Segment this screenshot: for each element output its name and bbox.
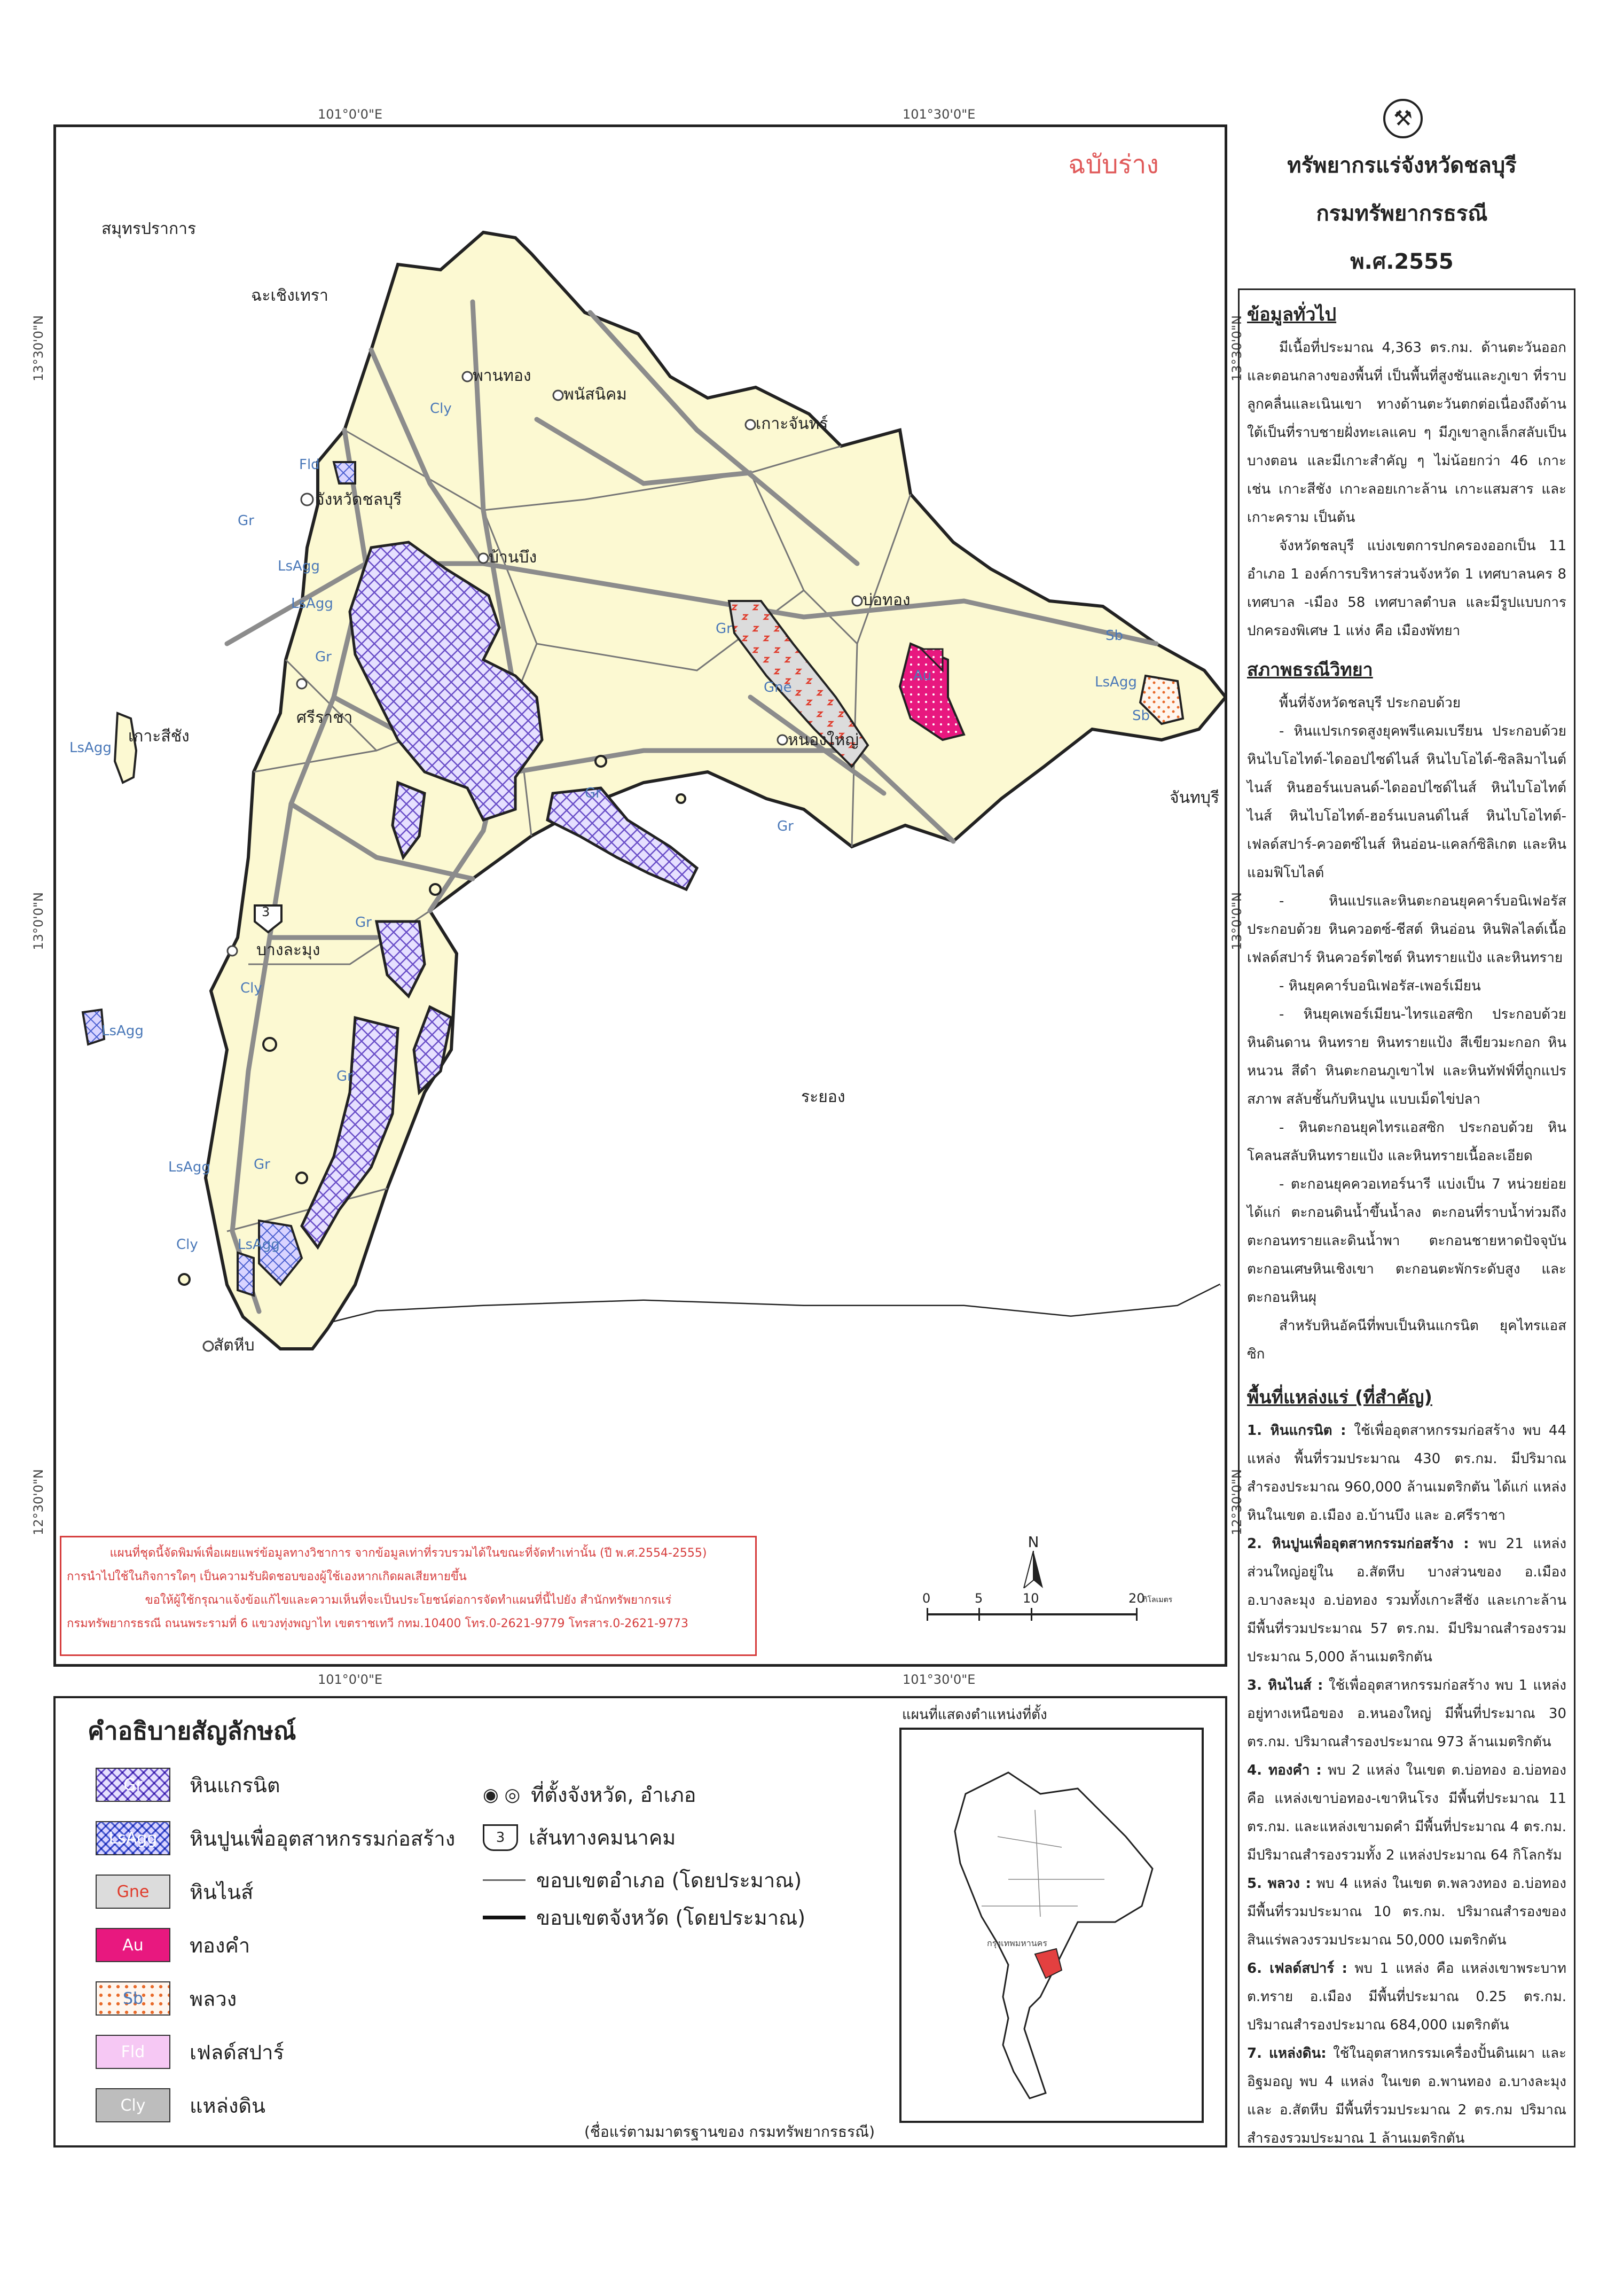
symbol-label: เส้นทางคมนาคม — [529, 1826, 676, 1849]
coord-top-2: 101°30'0"E — [903, 107, 976, 122]
legend-footnote: (ชื่อแร่ตามมาตรฐานของ กรมทรัพยากรธรณี) — [584, 2123, 875, 2141]
scale-tick: 0 — [922, 1591, 931, 1606]
panel-title-1: ทรัพยากรแร่จังหวัดชลบุรี — [1287, 153, 1517, 178]
legend-item — [96, 2088, 265, 2122]
symbol-row — [483, 1901, 805, 1934]
place-sattahip: สัตหีบ — [214, 1336, 255, 1355]
mineral-item-text: พบ 21 แหล่ง ส่วนใหญ่อยู่ใน อ.สัตหีบ บางส่วนของ อ.เมือง อ.บางละมุง อ.บ่อทอง รวมทั้งเกาะสีชัง และเกาะล้าน มีพื้นที่รวมประมาณ 57 ตร.กม. มีปริมาณสำรองรวมประมาณ 5,000 ล้านเมตริกตัน — [1247, 1536, 1567, 1665]
coord-left-1: 13°30'0"N — [31, 315, 46, 381]
rock-label: LsAgg — [101, 1023, 144, 1039]
mineral-item-head: 5. พลวง : — [1247, 1876, 1311, 1892]
mineral-item — [1247, 1672, 1566, 1756]
rock-label: LsAgg — [291, 596, 333, 612]
legend-label: เฟลด์สปาร์ — [190, 2040, 284, 2064]
bkk-label: กรุงเทพมหานคร — [987, 1938, 1047, 1948]
north-arrow — [1017, 1533, 1049, 1592]
swatch-limestone: LsAgg — [96, 1821, 170, 1855]
disclaimer-box — [60, 1536, 757, 1656]
rock-label: LsAgg — [69, 740, 112, 756]
coord-bottom-2: 101°30'0"E — [903, 1672, 976, 1687]
rock-label: Au — [913, 668, 932, 684]
rock-label: Gr — [716, 621, 732, 637]
place-phan-thong: พานทอง — [473, 366, 531, 385]
place-ko-chan: เกาะจันทร์ — [756, 415, 828, 433]
legend-title: คำอธิบายสัญลักษณ์ — [88, 1716, 296, 1745]
place-bo-thong: บ่อทอง — [863, 591, 911, 610]
scale-unit: กิโลเมตร — [1143, 1596, 1173, 1604]
mineral-item-text: พบ 2 แหล่ง ในเขต ต.บ่อทอง อ.บ่อทอง คือ แหล่งเขาบ่อทอง-เขาหินโรง มีพื้นที่ประมาณ 11 ตร.กม. และแหล่งเขามดคำ มีพื้นที่ประมาณ 4 ตร.กม. มีปริมาณสำรองรวมทั้ง 2 แหล่งประมาณ 64 กิโลกรัม — [1247, 1762, 1566, 1863]
symbol-row — [483, 1821, 676, 1854]
district-line-icon — [483, 1879, 526, 1881]
rock-label: Cly — [430, 401, 452, 417]
legend-item — [96, 1928, 250, 1962]
panel-title-2: กรมทรัพยากรธรณี — [1316, 201, 1488, 226]
mineral-item-head: 4. ทองคำ : — [1247, 1762, 1322, 1778]
mineral-item — [1247, 2040, 1566, 2153]
symbol-label: ที่ตั้งจังหวัด, อำเภอ — [531, 1783, 696, 1807]
legend-item — [96, 2035, 284, 2069]
province-line-icon — [483, 1916, 526, 1919]
general-head: ข้อมูลทั่วไป — [1247, 304, 1337, 325]
mineral-item — [1247, 1955, 1566, 2040]
mineral-item-head: 6. เฟลด์สปาร์ : — [1247, 1961, 1347, 1977]
legend-item — [96, 1821, 455, 1855]
place-chonburi: จังหวัดชลบุรี — [315, 490, 402, 509]
rock-label: Fld — [299, 457, 320, 473]
rock-label: Gr — [336, 1068, 353, 1084]
neighbor-chachoengsao: ฉะเชิงเทรา — [251, 286, 328, 305]
place-bang-lamung: บางละมุง — [256, 941, 320, 959]
mineral-item — [1247, 1530, 1566, 1672]
geology-para: - ตะกอนยุคควอเทอร์นารี แบ่งเป็น 7 หน่วยย่อย ได้แก่ ตะกอนดินน้ำขึ้นน้ำลง ตะกอนที่ราบน้ำท่วมถึง ตะกอนทรายและดินน้ำพา ตะกอนชายหาดปัจจุบัน ตะกอนเศษหินเชิงเขา ตะกอนตะพักระดับสูง และตะกอนหินผุ — [1247, 1176, 1566, 1306]
mineral-item — [1247, 1417, 1566, 1530]
scale-tick: 10 — [1023, 1591, 1039, 1606]
draft-stamp: ฉบับร่าง — [1068, 150, 1159, 179]
road-shield-number: 3 — [496, 1829, 505, 1846]
symbol-row — [483, 1778, 696, 1811]
rock-label: Sb — [1132, 708, 1150, 724]
mineral-item — [1247, 1756, 1566, 1870]
mineral-item-text: ใช้เพื่ออุตสาหกรรมก่อสร้าง พบ 1 แหล่ง อยู่ทางเหนือของ อ.หนองใหญ่ มีพื้นที่ประมาณ 30 ตร.กม. ปริมาณสำรองประมาณ 973 ล้านเมตริกตัน — [1247, 1677, 1567, 1750]
swatch-granite: Gr — [96, 1768, 170, 1802]
coord-bottom-1: 101°0'0"E — [318, 1672, 383, 1687]
coord-left-3: 12°30'0"N — [31, 1469, 46, 1535]
panel-title-3: พ.ศ.2555 — [1350, 249, 1454, 274]
mineral-item-text: พบ 4 แหล่ง ในเขต ต.พลวงทอง อ.บ่อทอง มีพื้นที่รวมประมาณ 10 ตร.กม. ปริมาณสำรองของสินแร่พลวงรวมประมาณ 50,000 เมตริกตัน — [1247, 1876, 1567, 1948]
geology-para: - หินตะกอนยุคไทรแอสซิก ประกอบด้วย หินโคลนสลับหินทรายแป้ง และหินทรายเนื้อละเอียด — [1247, 1120, 1566, 1164]
legend-label: แหล่งดิน — [190, 2094, 266, 2118]
legend-label: หินไนส์ — [190, 1880, 254, 1904]
coord-top-1: 101°0'0"E — [318, 107, 383, 122]
road-shield-icon — [483, 1824, 518, 1851]
locator-title: แผนที่แสดงตำแหน่งที่ตั้ง — [902, 1707, 1047, 1723]
geology-para: - หินยุคคาร์บอนิเฟอรัส-เพอร์เมียน — [1279, 978, 1481, 994]
legend-item — [96, 1981, 237, 2016]
scale-tick: 20 — [1128, 1591, 1145, 1606]
rock-label: Gr — [254, 1157, 270, 1173]
swatch-gneiss: Gne — [96, 1875, 170, 1909]
rock-label: Gr — [315, 649, 332, 665]
map-canvas — [56, 127, 1225, 1664]
mineral-item-head: 2. หินปูนเพื่ออุตสาหกรรมก่อสร้าง : — [1247, 1536, 1469, 1552]
coord-left-2: 13°0'0"N — [31, 892, 46, 950]
mineral-item-head: 1. หินแกรนิต : — [1247, 1423, 1346, 1439]
geology-para: - หินแปรและหินตะกอนยุคคาร์บอนิเฟอรัส ประกอบด้วย หินควอตซ์-ชีสต์ หินอ่อน หินฟิลไลต์เนื้อเฟลด์สปาร์ หินควอร์ตไซต์ หินทรายแป้ง และหินทราย — [1247, 893, 1566, 966]
swatch-feldspar: Fld — [96, 2035, 170, 2069]
logo-icon: ⚒ — [1383, 99, 1423, 138]
geology-para: พื้นที่จังหวัดชลบุรี ประกอบด้วย — [1279, 695, 1461, 711]
geology-para: สำหรับหินอัคนีที่พบเป็นหินแกรนิต ยุคไทรแอสซิก — [1247, 1318, 1566, 1362]
rock-label: LsAgg — [278, 558, 320, 574]
disclaimer-line: กรมทรัพยากรธรณี ถนนพระรามที่ 6 แขวงทุ่งพญาไท เขตราชเทวี กทม.10400 โทร.0-2621-9779 โทรสาร.0-2621-9773 — [67, 1617, 689, 1630]
rock-label: Cly — [176, 1237, 198, 1253]
thailand-outline — [955, 1772, 1152, 2098]
legend-label: หินแกรนิต — [190, 1773, 280, 1797]
mineral-item-head: 7. แหล่งดิน: — [1247, 2045, 1327, 2061]
neighbor-rayong: ระยอง — [801, 1088, 845, 1106]
legend-label: ทองคำ — [190, 1933, 250, 1957]
disclaimer-line: แผนที่ชุดนี้จัดพิมพ์เพื่อเผยแพร่ข้อมูลทางวิชาการ จากข้อมูลเท่าที่รวบรวมได้ในขณะที่จัดทำเท่านั้น (ปี พ.ศ.2554-2555) — [109, 1547, 707, 1560]
town-symbol-icon: ◉ ◎ — [483, 1784, 521, 1806]
map-frame — [53, 124, 1227, 1667]
mineral-item-text: พบ 1 แหล่ง คือ แหล่งเขาพระบาท ต.ทราย อ.เมือง มีพื้นที่ประมาณ 0.25 ตร.กม. ปริมาณสำรองประมาณ 684,000 เมตริกตัน — [1247, 1961, 1567, 2033]
coord-right-2: 13°0'0"N — [1229, 892, 1244, 950]
mineral-head: พื้นที่แหล่งแร่ (ที่สำคัญ) — [1247, 1387, 1432, 1408]
swatch-gold: Au — [96, 1928, 170, 1962]
neighbor-chanthaburi: จันทบุรี — [1170, 788, 1220, 807]
place-ban-bueng: บ้านบึง — [489, 548, 537, 567]
locator-map — [899, 1728, 1204, 2123]
limestone-2 — [238, 1253, 254, 1295]
panel-title-block — [1228, 142, 1575, 286]
legend-label: พลวง — [190, 1987, 237, 2011]
scale-tick: 5 — [975, 1591, 983, 1606]
legend-item — [96, 1875, 253, 1909]
rock-label: Gne — [764, 680, 792, 696]
rock-label: Sb — [1105, 628, 1124, 644]
rock-label: Gr — [585, 785, 601, 801]
place-si-racha: ศรีราชา — [296, 708, 353, 727]
rock-label: LsAgg — [168, 1159, 210, 1175]
north-letter: N — [1028, 1533, 1039, 1551]
coord-right-3: 12°30'0"N — [1229, 1469, 1244, 1535]
general-para: มีเนื้อที่ประมาณ 4,363 ตร.กม. ด้านตะวันออก และตอนกลางของพื้นที่ เป็นพื้นที่สูงชันและภูเขา ที่ราบลูกคลื่นและเนินเขา ทางด้านตะวันตกต่อเนื่องถึงด้านใต้เป็นที่ราบชายฝั่งทะเลแคบ ๆ มีภูเขาลูกเล็กสลับเป็นบางตอน และมีเกาะสำคัญ ๆ ไม่น้อยกว่า 46 เกาะ เช่น เกาะสีชัง เกาะลอยเกาะล้าน เกาะแสมสาร และเกาะคราม เป็นต้น — [1247, 340, 1566, 526]
disclaimer-line: การนำไปใช้ในกิจการใดๆ เป็นความรับผิดชอบของผู้ใช้เองหากเกิดผลเสียหายขึ้น — [67, 1570, 467, 1583]
rock-label: Gr — [238, 513, 254, 529]
place-ko-si-chang: เกาะสีชัง — [128, 727, 190, 746]
symbol-label: ขอบเขตจังหวัด (โดยประมาณ) — [536, 1906, 806, 1930]
highway-shield-map-number: 3 — [262, 904, 270, 919]
granite-ne — [547, 788, 697, 889]
symbol-row — [483, 1864, 802, 1896]
general-para: จังหวัดชลบุรี แบ่งเขตการปกครองออกเป็น 11 อำเภอ 1 องค์การบริหารส่วนจังหวัด 1 เทศบาลนคร 8 เทศบาล -เมือง 58 เทศบาลตำบล และมีรูปแบบการปกครองพิเศษ 1 แห่ง คือ เมืองพัทยา — [1247, 538, 1566, 639]
mineral-item-head: 3. หินไนส์ : — [1247, 1677, 1323, 1693]
rock-label: LsAgg — [238, 1237, 280, 1253]
rock-label: Cly — [240, 980, 262, 996]
island-west — [83, 1010, 104, 1044]
rock-label: LsAgg — [1095, 674, 1137, 690]
geology-head: สภาพธรณีวิทยา — [1247, 659, 1373, 681]
legend-item — [96, 1768, 280, 1802]
place-phanat-nikhom: พนัสนิคม — [563, 385, 627, 404]
neighbor-samut-prakan: สมุทรปราการ — [101, 220, 197, 238]
place-nong-yai: หนองใหญ่ — [788, 731, 859, 749]
mineral-item-text: ใช้เพื่ออุตสาหกรรมก่อสร้าง พบ 44 แหล่ง พื้นที่รวมประมาณ 430 ตร.กม. มีปริมาณสำรองประมาณ 960,000 ล้านเมตริกตัน ได้แก่ แหล่งหินในเขต อ.เมือง อ.บ้านบึง และ อ.ศรีราชา — [1247, 1423, 1566, 1524]
geology-para: - หินยุคเพอร์เมียน-ไทรแอสซิก ประกอบด้วย หินดินดาน หินทราย หินทรายแป้ง สีเขียวมะกอก หินหนวน สีดำ หินตะกอนภูเขาไฟ และหินทัฟฟ์ที่ถูกแปรสภาพ สลับชั้นกับหินปูน แบบเม็ดไข่ปลา — [1247, 1006, 1566, 1107]
disclaimer-line: ขอให้ผู้ใช้กรุณาแจ้งข้อแก้ไขและความเห็นที่จะเป็นประโยชน์ต่อการจัดทำแผนที่นี้ไปยัง สำนักทรัพยากรแร่ — [145, 1594, 672, 1607]
rock-label: Gr — [355, 915, 372, 931]
info-panel — [1238, 288, 1575, 2147]
scale-bar — [922, 1591, 1173, 1640]
symbol-label: ขอบเขตอำเภอ (โดยประมาณ) — [536, 1869, 802, 1892]
swatch-antimony: Sb — [96, 1981, 170, 2016]
mineral-item-text: ใช้ในอุตสาหกรรมเครื่องปั้นดินเผา และอิฐมอญ พบ 4 แหล่ง ในเขต อ.พานทอง อ.บางละมุง และ อ.สัตหีบ มีพื้นที่รวมประมาณ 2 ตร.กม ปริมาณสำรองรวมประมาณ 1 ล้านเมตริกตัน — [1247, 2045, 1567, 2146]
geology-para: - หินแปรเกรดสูงยุคพรีแคมเบรียน ประกอบด้วย หินไบโอไทต์-ไดออปไซด์ไนส์ หินไบโอไต์-ซิลลิมาไนต์ไนส์ หินฮอร์นเบลนด์-ไดออปไซด์ไนส์ หินไบโอไทต์ไนส์ หินไบโอไทต์-ฮอร์นเบลนด์ไนส์ หินไบโอไทต์-เฟลด์สปาร์-ควอตซ์ไนส์ หินอ่อน-แคลก์ซิลิเกต และหินแอมฟิโบไลต์ — [1247, 723, 1566, 881]
coord-right-1: 13°30'0"N — [1229, 315, 1244, 381]
rock-label: Gr — [777, 818, 794, 834]
legend-label: หินปูนเพื่ออุตสาหกรรมก่อสร้าง — [190, 1826, 456, 1850]
swatch-clay: Cly — [96, 2088, 170, 2122]
legend-box — [53, 1696, 1227, 2147]
mineral-item — [1247, 1870, 1566, 1955]
